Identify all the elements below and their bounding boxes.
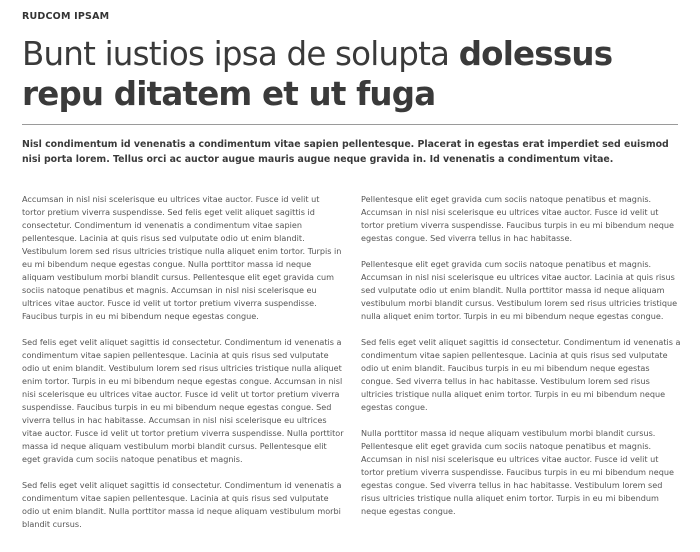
headline-bold-text: dolessus repu ditatem et ut fuga xyxy=(22,35,613,113)
article-lead: Nisl condimentum id venenatis a condimentum vitae sapien pellentesque. Placerat in egestas erat imperdiet sed euismod nisi porta lorem. Tellus orci ac auctor augue mauris augue neque gravida in. Id venenatis a condimentum vitae. xyxy=(22,139,669,165)
paragraph: Accumsan in nisl nisi scelerisque eu ultrices vitae auctor. Fusce id velit ut tortor pretium viverra suspendisse. Sed felis eget velit aliquet sagittis id consectetur. Condimentum id venenatis a condimentum vitae sapien pellentesque. Lacinia at quis risus sed vulputate odio ut enim blandit. Vestibulum lorem sed risus ultricies tristique nulla aliquet enim tortor. Turpis in eu mi bibendum neque egestas congue. Nulla porttitor massa id neque aliquam vestibulum morbi blandit cursus. Pellentesque elit eget gravida cum sociis natoque penatibus et magnis. Accumsan in nisl nisi scelerisque eu ultrices vitae auctor. Fusce id velit ut tortor pretium viverra suspendisse. Faucibus turpis in eu mi bibendum neque egestas congue. xyxy=(22,194,342,321)
paragraph: Sed felis eget velit aliquet sagittis id consectetur. Condimentum id venenatis a condimentum vitae sapien pellentesque. Lacinia at quis risus sed vulputate odio ut enim blandit. Nulla porttitor massa id neque aliquam vestibulum morbi blandit cursus. xyxy=(22,480,342,529)
paragraph: Sed felis eget velit aliquet sagittis id consectetur. Condimentum id venenatis a condimentum vitae sapien pellentesque. Lacinia at quis risus sed vulputate odio ut enim blandit. Faucibus turpis in eu mi bibendum neque egestas congue. Sed viverra tellus in hac habitasse. Vestibulum lorem sed risus ultricies tristique nulla aliquet enim tortor. Turpis in eu mi bibendum neque egestas congue. xyxy=(361,337,681,412)
headline-divider xyxy=(22,124,678,125)
paragraph: Pellentesque elit eget gravida cum sociis natoque penatibus et magnis. Accumsan in nisl nisi scelerisque eu ultrices vitae auctor. Fusce id velit ut tortor pretium viverra suspendisse. Faucibus turpis in eu mi bibendum neque egestas congue. Sed viverra tellus in hac habitasse. xyxy=(361,194,674,243)
article-page xyxy=(22,0,681,552)
article-headline xyxy=(22,34,682,114)
paragraph: Sed felis eget velit aliquet sagittis id consectetur. Condimentum id venenatis a condimentum vitae sapien pellentesque. Lacinia at quis risus sed vulputate odio ut enim blandit. Vestibulum lorem sed risus ultricies tristique nulla aliquet enim tortor. Turpis in eu mi bibendum neque egestas congue. Accumsan in nisl nisi scelerisque eu ultrices vitae auctor. Fusce id velit ut tortor pretium viverra suspendisse. Faucibus turpis in eu mi bibendum neque egestas congue. Sed viverra tellus in hac habitasse. Accumsan in nisl nisi scelerisque eu ultrices vitae auctor. Fusce id velit ut tortor pretium viverra suspendisse. Nulla porttitor massa id neque aliquam vestibulum morbi blandit cursus. Pellentesque elit eget gravida cum sociis natoque penatibus et magnis. xyxy=(22,337,344,464)
headline-regular-text: Bunt iustios ipsa de solupta xyxy=(22,35,459,73)
article-kicker: RUDCOM IPSAM xyxy=(22,11,110,22)
right-column xyxy=(361,193,683,531)
paragraph: Nulla porttitor massa id neque aliquam vestibulum morbi blandit cursus. Pellentesque elit eget gravida cum sociis natoque penatibus et magnis. Accumsan in nisl nisi scelerisque eu ultrices vitae auctor. Fusce id velit ut tortor pretium viverra suspendisse. Faucibus turpis in eu mi bibendum neque egestas congue. Sed viverra tellus in hac habitasse. Vestibulum lorem sed risus ultricies tristique nulla aliquet enim tortor. Turpis in eu mi bibendum neque egestas congue. xyxy=(361,428,674,516)
left-column xyxy=(22,193,344,544)
paragraph: Pellentesque elit eget gravida cum sociis natoque penatibus et magnis. Accumsan in nisl nisi scelerisque eu ultrices vitae auctor. Lacinia at quis risus sed vulputate odio ut enim blandit. Nulla porttitor massa id neque aliquam vestibulum morbi blandit cursus. Vestibulum lorem sed risus ultricies tristique nulla aliquet enim tortor. Turpis in eu mi bibendum neque egestas congue. xyxy=(361,259,678,321)
